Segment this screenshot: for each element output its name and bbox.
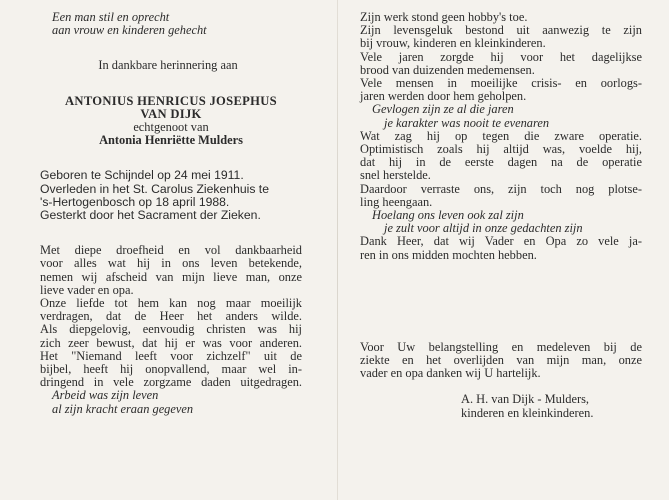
spouse-name: Antonia Henriëtte Mulders [99, 133, 243, 148]
card-fold [337, 0, 338, 500]
closing-verse-line: al zijn kracht eraan gegeven [52, 401, 194, 416]
signature-line: A. H. van Dijk - Mulders, [461, 392, 590, 407]
death-place-line: 's-Hertogenbosch op 18 april 1988. [40, 194, 230, 209]
text-line: dat hij in de eerste dagen na de operatie [360, 155, 642, 170]
thanks-line: ziekte en het overlijden van mijn man, onze [360, 353, 642, 368]
birth-line: Geboren te Schijndel op 24 mei 1911. [40, 168, 244, 183]
thanks-line: Voor Uw belangstelling en medeleven bij de [360, 339, 642, 354]
signature-line: kinderen en kleinkinderen. [461, 405, 594, 420]
body-line: verdragen, dat de Heer het anders wilde. [40, 309, 302, 324]
body-line: voor alles wat hij in ons leven betekende, [40, 256, 302, 271]
body-line: nemen wij afscheid van mijn lieve man, onze [40, 269, 302, 284]
text-line: ling heengaan. [360, 194, 433, 209]
motto-line: Een man stil en oprecht [52, 10, 170, 24]
body-line: dringend in vele zorgzame daden uitgedragen. [40, 375, 302, 390]
text-line: Vele mensen in moeilijke crisis- en oorlogs- [360, 76, 642, 91]
deceased-surname: VAN DIJK [140, 106, 202, 121]
verse-line: Hoelang ons leven ook zal zijn [372, 208, 524, 223]
body-line: Onze liefde tot hem kan nog maar moeilijk [40, 296, 302, 311]
death-line: Overleden in het St. Carolus Ziekenhuis te [40, 181, 269, 196]
spouse-intro: echtgenoot van [133, 120, 209, 135]
left-page [40, 11, 302, 416]
text-line: bij vrouw, kinderen en kleinkinderen. [360, 36, 546, 51]
verse-line: je karakter was nooit te evenaren [384, 115, 550, 130]
verse-line: je zult voor altijd in onze gedachten zijn [384, 221, 583, 236]
dedication: In dankbare herinnering aan [98, 58, 238, 73]
text-line: snel herstelde. [360, 168, 431, 183]
thanks-line: vader en opa danken wij U hartelijk. [360, 366, 541, 381]
body-line: bijbel, heeft hij onopvallend, maar wel in- [40, 362, 302, 377]
text-line: ren in ons midden mochten hebben. [360, 247, 537, 262]
right-page [360, 11, 642, 420]
text-line: Wat zag hij op tegen die zware operatie. [360, 128, 642, 143]
body-line: Met diepe droefheid en vol dankbaarheid [40, 243, 302, 258]
deceased-name: ANTONIUS HENRICUS JOSEPHUS [65, 93, 277, 108]
text-line: Zijn werk stond geen hobby's toe. [360, 10, 528, 24]
text-line: Optimistisch zoals hij altijd was, voelde hij, [360, 142, 642, 157]
body-line: Het "Niemand leeft voor zichzelf" uit de [40, 348, 302, 363]
closing-verse-line: Arbeid was zijn leven [52, 388, 159, 403]
text-line: jaren werden door hem geholpen. [360, 89, 527, 104]
text-line: Vele jaren zorgde hij voor het dagelijkse [360, 49, 642, 64]
sacrament-line: Gesterkt door het Sacrament der Zieken. [40, 208, 261, 223]
motto-line: aan vrouw en kinderen gehecht [52, 23, 207, 38]
verse-line: Gevlogen zijn ze al die jaren [372, 102, 514, 117]
text-line: brood van duizenden medemensen. [360, 62, 535, 77]
text-line: Zijn levensgeluk bestond uit aanwezig te zijn [360, 23, 642, 38]
body-line: zich zeer bewust, dat hij er was voor anderen. [40, 335, 302, 350]
body-line: lieve vader en opa. [40, 282, 134, 297]
text-line: Daardoor verraste ons, zijn toch nog plotse- [360, 181, 642, 196]
text-line: Dank Heer, dat wij Vader en Opa zo vele ja- [360, 234, 642, 249]
body-line: Als diepgelovig, eenvoudig christen was hij [40, 322, 302, 337]
